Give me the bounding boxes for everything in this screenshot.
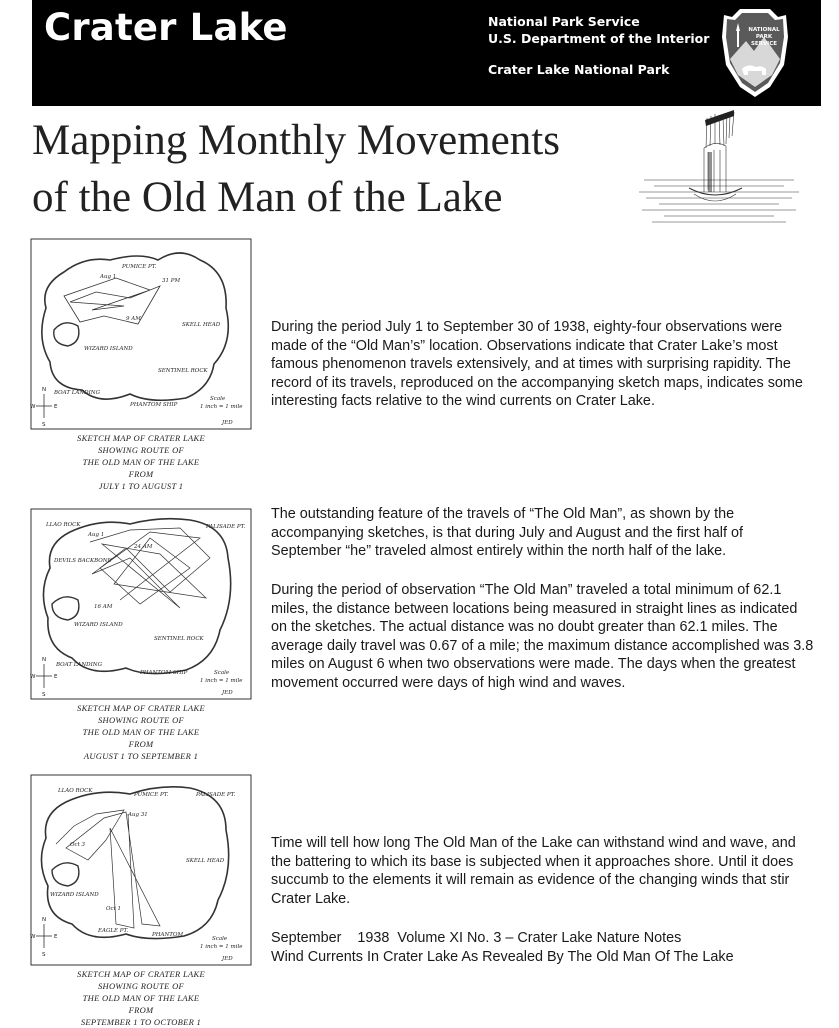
map3-caption-5: SEPTEMBER 1 TO OCTOBER 1 [80, 1017, 202, 1027]
map2-place-1: LLAO ROCK [46, 522, 81, 528]
map1-route-3: 9 AM [126, 316, 141, 322]
paragraph-3: During the period of observation “The Old Man” traveled a total minimum of 62.1 miles, the distance between locations being measured in straight lines as indicated on the sketches. The actual distance was no doubt greater than 62.1 miles. The average daily travel was 0.67 of a mile; the maximum distance accomplished was 3.8 miles on August 6 when two observations were made. The days when the greatest movement occurred were days of high wind and waves. [271, 582, 814, 691]
agency-block [488, 13, 709, 78]
paragraph-4: Time will tell how long The Old Man of the Lake can withstand wind and wave, and the battering to which its base is subjected when it approaches shore. Until it does succumb to the elements it will remain as evidence of the changing winds that stir Crater Lake. [271, 835, 796, 907]
map2-route-3: 16 AM [94, 604, 113, 610]
map1-place-6: PHANTOM SHIP [130, 402, 178, 408]
map2-place-4: WIZARD ISLAND [74, 622, 123, 628]
map2-caption-5: AUGUST 1 TO SEPTEMBER 1 [83, 751, 199, 761]
map1-place-3: WIZARD ISLAND [84, 346, 133, 352]
map3-caption-1: SKETCH MAP OF CRATER LAKE [77, 969, 205, 979]
nps-arrowhead-icon [720, 7, 790, 99]
sketch-map-september [30, 774, 252, 1028]
map-september-drawing [30, 774, 252, 966]
emblem-text-3: SERVICE [750, 41, 778, 47]
map3-compass-w: W [30, 934, 36, 940]
agency-line-2: U.S. Department of the Interior [488, 31, 710, 46]
header-band [32, 0, 821, 106]
map3-place-6: PHANTOM [152, 932, 184, 938]
map3-caption-4: FROM [128, 1005, 154, 1015]
map1-compass-w: W [30, 404, 36, 410]
map3-compass-s: S [42, 952, 46, 958]
agency-line-1: National Park Service [488, 14, 640, 29]
map3-place-5: WIZARD ISLAND [50, 892, 99, 898]
map3-place-4: SKELL HEAD [186, 858, 225, 864]
map2-signature: JED [222, 690, 233, 696]
map2-caption-2: SHOWING ROUTE OF [97, 715, 184, 725]
map1-place-4: SENTINEL ROCK [158, 368, 208, 374]
title-line-1: Mapping Monthly Movements [32, 117, 560, 164]
page-title [32, 112, 560, 226]
old-man-stump-illustration [634, 108, 804, 238]
map2-scale-label: Scale [214, 670, 230, 676]
map2-caption-1: SKETCH MAP OF CRATER LAKE [77, 703, 205, 713]
map1-signature: JED [222, 420, 233, 426]
map3-place-3: PALISADE PT. [196, 792, 236, 798]
park-name: Crater Lake [44, 6, 288, 49]
map3-caption [30, 968, 252, 1028]
map2-place-3: DEVILS BACKBONE [54, 558, 112, 564]
map3-compass-n: N [42, 917, 47, 923]
map3-route-1: Aug 31 [128, 812, 148, 818]
map1-scale-text: 1 inch = 1 mile [200, 404, 243, 410]
map3-place-1: LLAO ROCK [58, 788, 93, 794]
map2-caption-4: FROM [128, 739, 154, 749]
paragraph-2: The outstanding feature of the travels of “The Old Man”, as shown by the accompanying sketches, is that during July and August and the first half of September “he” traveled almost entirely within the north half of the lake. [271, 506, 743, 560]
citation-line-1: September 1938 Volume XI No. 3 – Crater Lake Nature Notes [271, 930, 682, 946]
paragraph-1: During the period July 1 to September 30 of 1938, eighty-four observations were made of the “Old Man’s” location. Observations indicate that Crater Lake’s most famous phenomenon travels extensively, and at times with surprising rapidity. The record of its travels, reproduced on the accompanying sketch maps, indicates some interesting facts relative to the wind currents on Crater Lake. [271, 319, 803, 410]
map3-caption-3: THE OLD MAN OF THE LAKE [82, 993, 200, 1003]
map1-scale-label: Scale [210, 396, 226, 402]
map3-signature: JED [222, 956, 233, 962]
map3-scale-label: Scale [212, 936, 228, 942]
map1-caption-3: THE OLD MAN OF THE LAKE [82, 457, 200, 467]
map-july-drawing [30, 238, 252, 430]
map2-compass-icon [30, 657, 58, 698]
map1-caption [30, 432, 252, 492]
map3-route-3: Oct 3 [70, 842, 86, 848]
map3-scale-text: 1 inch = 1 mile [200, 944, 243, 950]
sketch-map-july [30, 238, 252, 492]
map1-route-2: 31 PM [162, 278, 181, 284]
map2-caption-3: THE OLD MAN OF THE LAKE [82, 727, 200, 737]
citation [271, 929, 816, 966]
map1-compass-n: N [42, 387, 47, 393]
map3-compass-e: E [54, 934, 58, 940]
map2-scale-text: 1 inch = 1 mile [200, 678, 243, 684]
map2-compass-e: E [54, 674, 58, 680]
map2-compass-s: S [42, 692, 46, 698]
map2-caption [30, 702, 252, 762]
unit-name: Crater Lake National Park [488, 62, 670, 77]
sketch-map-august [30, 508, 252, 762]
map3-compass-icon [30, 917, 58, 958]
map1-place-1: PUMICE PT. [122, 264, 157, 270]
map3-caption-2: SHOWING ROUTE OF [97, 981, 184, 991]
map1-caption-1: SKETCH MAP OF CRATER LAKE [77, 433, 205, 443]
title-line-2: of the Old Man of the Lake [32, 174, 503, 221]
citation-line-2: Wind Currents In Crater Lake As Revealed By The Old Man Of The Lake [271, 948, 734, 965]
map1-compass-e: E [54, 404, 58, 410]
map3-place-2: PUMICE PT. [134, 792, 169, 798]
emblem-text-1: NATIONAL [748, 27, 780, 33]
map1-caption-4: FROM [128, 469, 154, 479]
map2-place-6: BOAT LANDING [56, 662, 102, 668]
map1-caption-2: SHOWING ROUTE OF [97, 445, 184, 455]
map2-place-2: PALISADE PT. [206, 524, 246, 530]
map1-place-2: SKELL HEAD [182, 322, 221, 328]
map2-place-7: PHANTOM SHIP [140, 670, 188, 676]
emblem-text-2: PARK [755, 34, 773, 40]
map1-caption-5: JULY 1 TO AUGUST 1 [98, 481, 184, 491]
map2-place-5: SENTINEL ROCK [154, 636, 204, 642]
map3-place-7: EAGLE PT. [98, 928, 129, 934]
map1-route-1: Aug 1 [100, 274, 117, 280]
map2-compass-w: W [30, 674, 36, 680]
map2-compass-n: N [42, 657, 47, 663]
map2-route-1: Aug 1 [88, 532, 105, 538]
map1-place-5: BOAT LANDING [54, 390, 100, 396]
map2-route-2: 24 AM [134, 544, 153, 550]
map3-route-2: Oct 1 [106, 906, 122, 912]
map1-compass-s: S [42, 422, 46, 428]
map-august-drawing [30, 508, 252, 700]
